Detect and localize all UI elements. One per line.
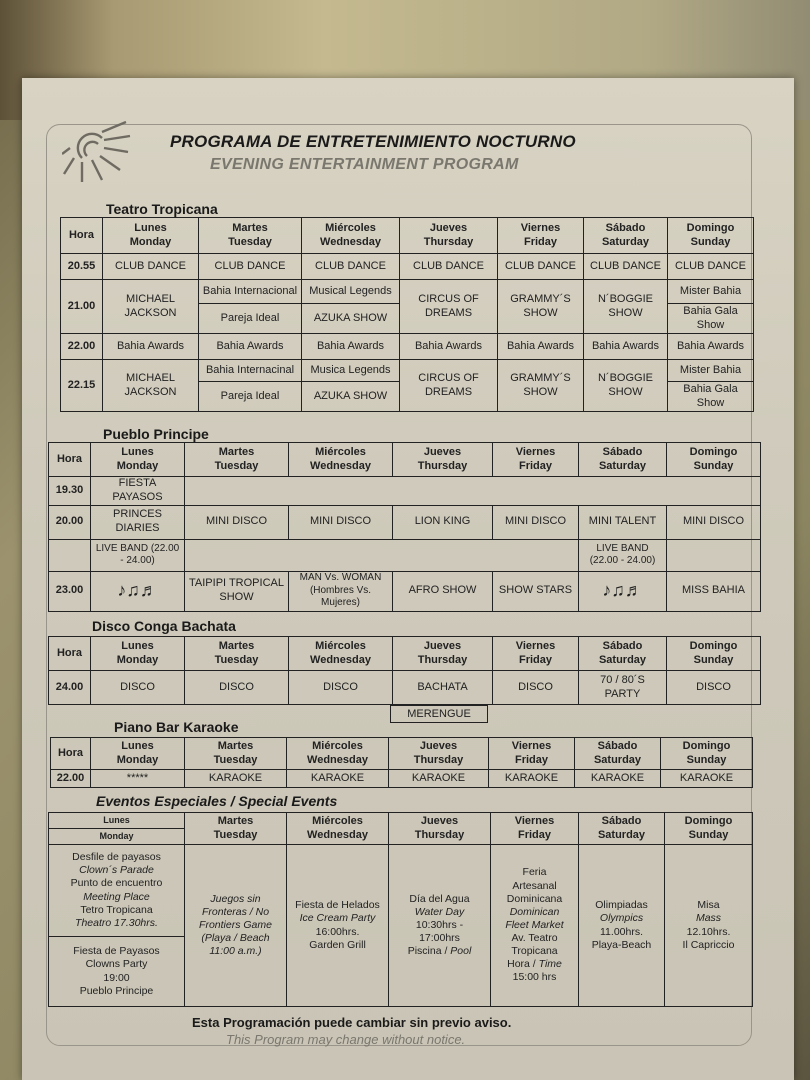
- header-tuesday: Martes Tuesday: [185, 813, 287, 845]
- header-saturday: Sábado Saturday: [575, 738, 661, 770]
- header-wednesday: Miércoles Wednesday: [289, 637, 393, 671]
- event-cell: TAIPIPI TROPICAL SHOW: [185, 571, 289, 611]
- empty-cell: [185, 477, 761, 506]
- header-wednesday: Miércoles Wednesday: [302, 218, 400, 254]
- title-spanish: PROGRAMA DE ENTRETENIMIENTO NOCTURNO: [170, 132, 576, 151]
- event-cell: Olimpiadas Olympics 11.00hrs. Playa-Beach: [579, 845, 665, 1007]
- event-cell: MINI DISCO: [185, 505, 289, 539]
- event-cell: Bahia Awards: [400, 334, 498, 360]
- time-cell: 24.00: [49, 671, 91, 705]
- event-cell: Bahia Awards: [498, 334, 584, 360]
- event-cell: MAN Vs. WOMAN (Hombres Vs. Mujeres): [289, 571, 393, 611]
- event-cell: Pareja Ideal: [199, 382, 302, 412]
- sun-logo-icon: [62, 118, 132, 184]
- header-monday: Lunes Monday: [91, 637, 185, 671]
- table-disco: [48, 636, 761, 705]
- event-cell: CLUB DANCE: [400, 254, 498, 280]
- footer-english: This Program may change without notice.: [226, 1032, 466, 1047]
- header-tuesday: Martes Tuesday: [185, 443, 289, 477]
- header-thursday: Jueves Thursday: [400, 218, 498, 254]
- header-sunday: Domingo Sunday: [667, 443, 761, 477]
- event-cell: AZUKA SHOW: [302, 382, 400, 412]
- event-cell: DISCO: [289, 671, 393, 705]
- header-tuesday: Martes Tuesday: [185, 738, 287, 770]
- music-notes-icon: ♪♫♬: [91, 571, 185, 611]
- header-saturday: Sábado Saturday: [584, 218, 668, 254]
- event-cell: N´BOGGIE SHOW: [584, 280, 668, 334]
- header-friday: Viernes Friday: [493, 637, 579, 671]
- event-cell: Desfile de payasos Clown´s Parade Punto de encuentro Meeting Place Tetro Tropicana Theatro 17.30hrs.: [49, 845, 185, 937]
- event-cell: Bahia Internacional: [199, 280, 302, 304]
- event-cell: Fiesta de Helados Ice Cream Party 16:00hrs. Garden Grill: [287, 845, 389, 1007]
- time-cell: 22.00: [51, 770, 91, 788]
- event-cell: LION KING: [393, 505, 493, 539]
- header-monday: Lunes Monday: [91, 443, 185, 477]
- event-cell: CIRCUS OF DREAMS: [400, 280, 498, 334]
- header-hora: Hora: [49, 443, 91, 477]
- music-notes-icon: ♪♫♬: [579, 571, 667, 611]
- footer-spanish: Esta Programación puede cambiar sin previo aviso.: [192, 1015, 512, 1030]
- header-tuesday: Martes Tuesday: [199, 218, 302, 254]
- header-hora: Hora: [61, 218, 103, 254]
- section-title-disco: Disco Conga Bachata: [92, 618, 236, 634]
- event-cell: Fiesta de Payasos Clowns Party 19:00 Pueblo Principe: [49, 937, 185, 1007]
- event-cell: MINI DISCO: [289, 505, 393, 539]
- header-friday: Viernes Friday: [489, 738, 575, 770]
- merengue-cell: MERENGUE: [390, 705, 488, 723]
- event-cell: Bahia Awards: [668, 334, 754, 360]
- event-cell: Juegos sin Fronteras / No Frontiers Game (Playa / Beach 11:00 a.m.): [185, 845, 287, 1007]
- event-cell: Bahia Gala Show: [668, 382, 754, 412]
- header-hora: Hora: [49, 637, 91, 671]
- event-cell: Día del Agua Water Day 10:30hrs - 17:00hrs Piscina / Pool: [389, 845, 491, 1007]
- empty-cell: [185, 539, 579, 571]
- event-cell: Bahia Awards: [199, 334, 302, 360]
- time-cell: 21.00: [61, 280, 103, 334]
- event-cell: DISCO: [91, 671, 185, 705]
- event-cell: CLUB DANCE: [584, 254, 668, 280]
- header-friday: Viernes Friday: [493, 443, 579, 477]
- time-cell: 20.55: [61, 254, 103, 280]
- event-cell: Mister Bahia: [668, 360, 754, 382]
- event-cell: Bahia Internacinal: [199, 360, 302, 382]
- event-cell: DISCO: [493, 671, 579, 705]
- time-cell: 22.00: [61, 334, 103, 360]
- table-piano: [50, 737, 753, 788]
- event-cell: KARAOKE: [489, 770, 575, 788]
- header-sunday: Domingo Sunday: [667, 637, 761, 671]
- header-monday: Lunes Monday: [103, 218, 199, 254]
- event-cell: Bahia Awards: [103, 334, 199, 360]
- event-cell: MICHAEL JACKSON: [103, 360, 199, 412]
- header-sunday: Domingo Sunday: [665, 813, 753, 845]
- empty-cell: [667, 539, 761, 571]
- event-cell: PRINCES DIARIES: [91, 505, 185, 539]
- event-cell: SHOW STARS: [493, 571, 579, 611]
- event-cell: Misa Mass 12.10hrs. Il Capriccio: [665, 845, 753, 1007]
- time-cell: 23.00: [49, 571, 91, 611]
- event-cell: Musica Legends: [302, 360, 400, 382]
- event-cell: Bahia Awards: [302, 334, 400, 360]
- header-sunday: Domingo Sunday: [661, 738, 753, 770]
- event-cell: Bahia Awards: [584, 334, 668, 360]
- event-cell: Feria Artesanal Dominicana Dominican Fleet Market Av. Teatro Tropicana Hora / Time 15:00 hrs: [491, 845, 579, 1007]
- header-saturday: Sábado Saturday: [579, 443, 667, 477]
- header-sunday: Domingo Sunday: [668, 218, 754, 254]
- section-title-piano: Piano Bar Karaoke: [114, 719, 239, 735]
- section-title-eventos: Eventos Especiales / Special Events: [96, 793, 338, 809]
- event-cell: LIVE BAND (22.00 - 24.00): [91, 539, 185, 571]
- event-cell: KARAOKE: [661, 770, 753, 788]
- header-saturday: Sábado Saturday: [579, 813, 665, 845]
- header-wednesday: Miércoles Wednesday: [287, 738, 389, 770]
- event-cell: GRAMMY´S SHOW: [498, 280, 584, 334]
- event-cell: AFRO SHOW: [393, 571, 493, 611]
- event-cell: DISCO: [667, 671, 761, 705]
- event-cell: MINI TALENT: [579, 505, 667, 539]
- event-cell: CLUB DANCE: [103, 254, 199, 280]
- event-cell: GRAMMY´S SHOW: [498, 360, 584, 412]
- event-cell: LIVE BAND (22.00 - 24.00): [579, 539, 667, 571]
- event-cell: KARAOKE: [575, 770, 661, 788]
- event-cell: KARAOKE: [287, 770, 389, 788]
- event-cell: CLUB DANCE: [498, 254, 584, 280]
- event-cell: CLUB DANCE: [668, 254, 754, 280]
- header-monday-en: Monday: [49, 829, 185, 845]
- title-english: EVENING ENTERTAINMENT PROGRAM: [210, 156, 519, 173]
- event-cell: MICHAEL JACKSON: [103, 280, 199, 334]
- header-friday: Viernes Friday: [491, 813, 579, 845]
- empty-cell: [49, 539, 91, 571]
- event-cell: 70 / 80´S PARTY: [579, 671, 667, 705]
- header-friday: Viernes Friday: [498, 218, 584, 254]
- header-thursday: Jueves Thursday: [389, 738, 489, 770]
- event-cell: DISCO: [185, 671, 289, 705]
- section-title-teatro: Teatro Tropicana: [106, 201, 218, 217]
- header-thursday: Jueves Thursday: [393, 443, 493, 477]
- table-eventos: [48, 812, 753, 1007]
- header-thursday: Jueves Thursday: [389, 813, 491, 845]
- event-cell: CLUB DANCE: [199, 254, 302, 280]
- event-cell: CIRCUS OF DREAMS: [400, 360, 498, 412]
- header-hora: Hora: [51, 738, 91, 770]
- header-monday-es: Lunes: [49, 813, 185, 829]
- event-cell: N´BOGGIE SHOW: [584, 360, 668, 412]
- event-cell: Pareja Ideal: [199, 304, 302, 334]
- header-tuesday: Martes Tuesday: [185, 637, 289, 671]
- event-cell: KARAOKE: [389, 770, 489, 788]
- header-saturday: Sábado Saturday: [579, 637, 667, 671]
- table-teatro: [60, 217, 754, 412]
- event-cell: MISS BAHIA: [667, 571, 761, 611]
- header-thursday: Jueves Thursday: [393, 637, 493, 671]
- event-cell: Musical Legends: [302, 280, 400, 304]
- header-wednesday: Miércoles Wednesday: [289, 443, 393, 477]
- time-cell: 22.15: [61, 360, 103, 412]
- event-cell: BACHATA: [393, 671, 493, 705]
- table-pueblo: [48, 442, 761, 612]
- time-cell: 20.00: [49, 505, 91, 539]
- event-cell: FIESTA PAYASOS: [91, 477, 185, 506]
- section-title-pueblo: Pueblo Principe: [103, 426, 209, 442]
- event-cell: MINI DISCO: [667, 505, 761, 539]
- time-cell: 19.30: [49, 477, 91, 506]
- event-cell: *****: [91, 770, 185, 788]
- event-cell: Mister Bahia: [668, 280, 754, 304]
- event-cell: MINI DISCO: [493, 505, 579, 539]
- header-wednesday: Miércoles Wednesday: [287, 813, 389, 845]
- event-cell: AZUKA SHOW: [302, 304, 400, 334]
- header-monday: Lunes Monday: [91, 738, 185, 770]
- event-cell: CLUB DANCE: [302, 254, 400, 280]
- event-cell: KARAOKE: [185, 770, 287, 788]
- event-cell: Bahia Gala Show: [668, 304, 754, 334]
